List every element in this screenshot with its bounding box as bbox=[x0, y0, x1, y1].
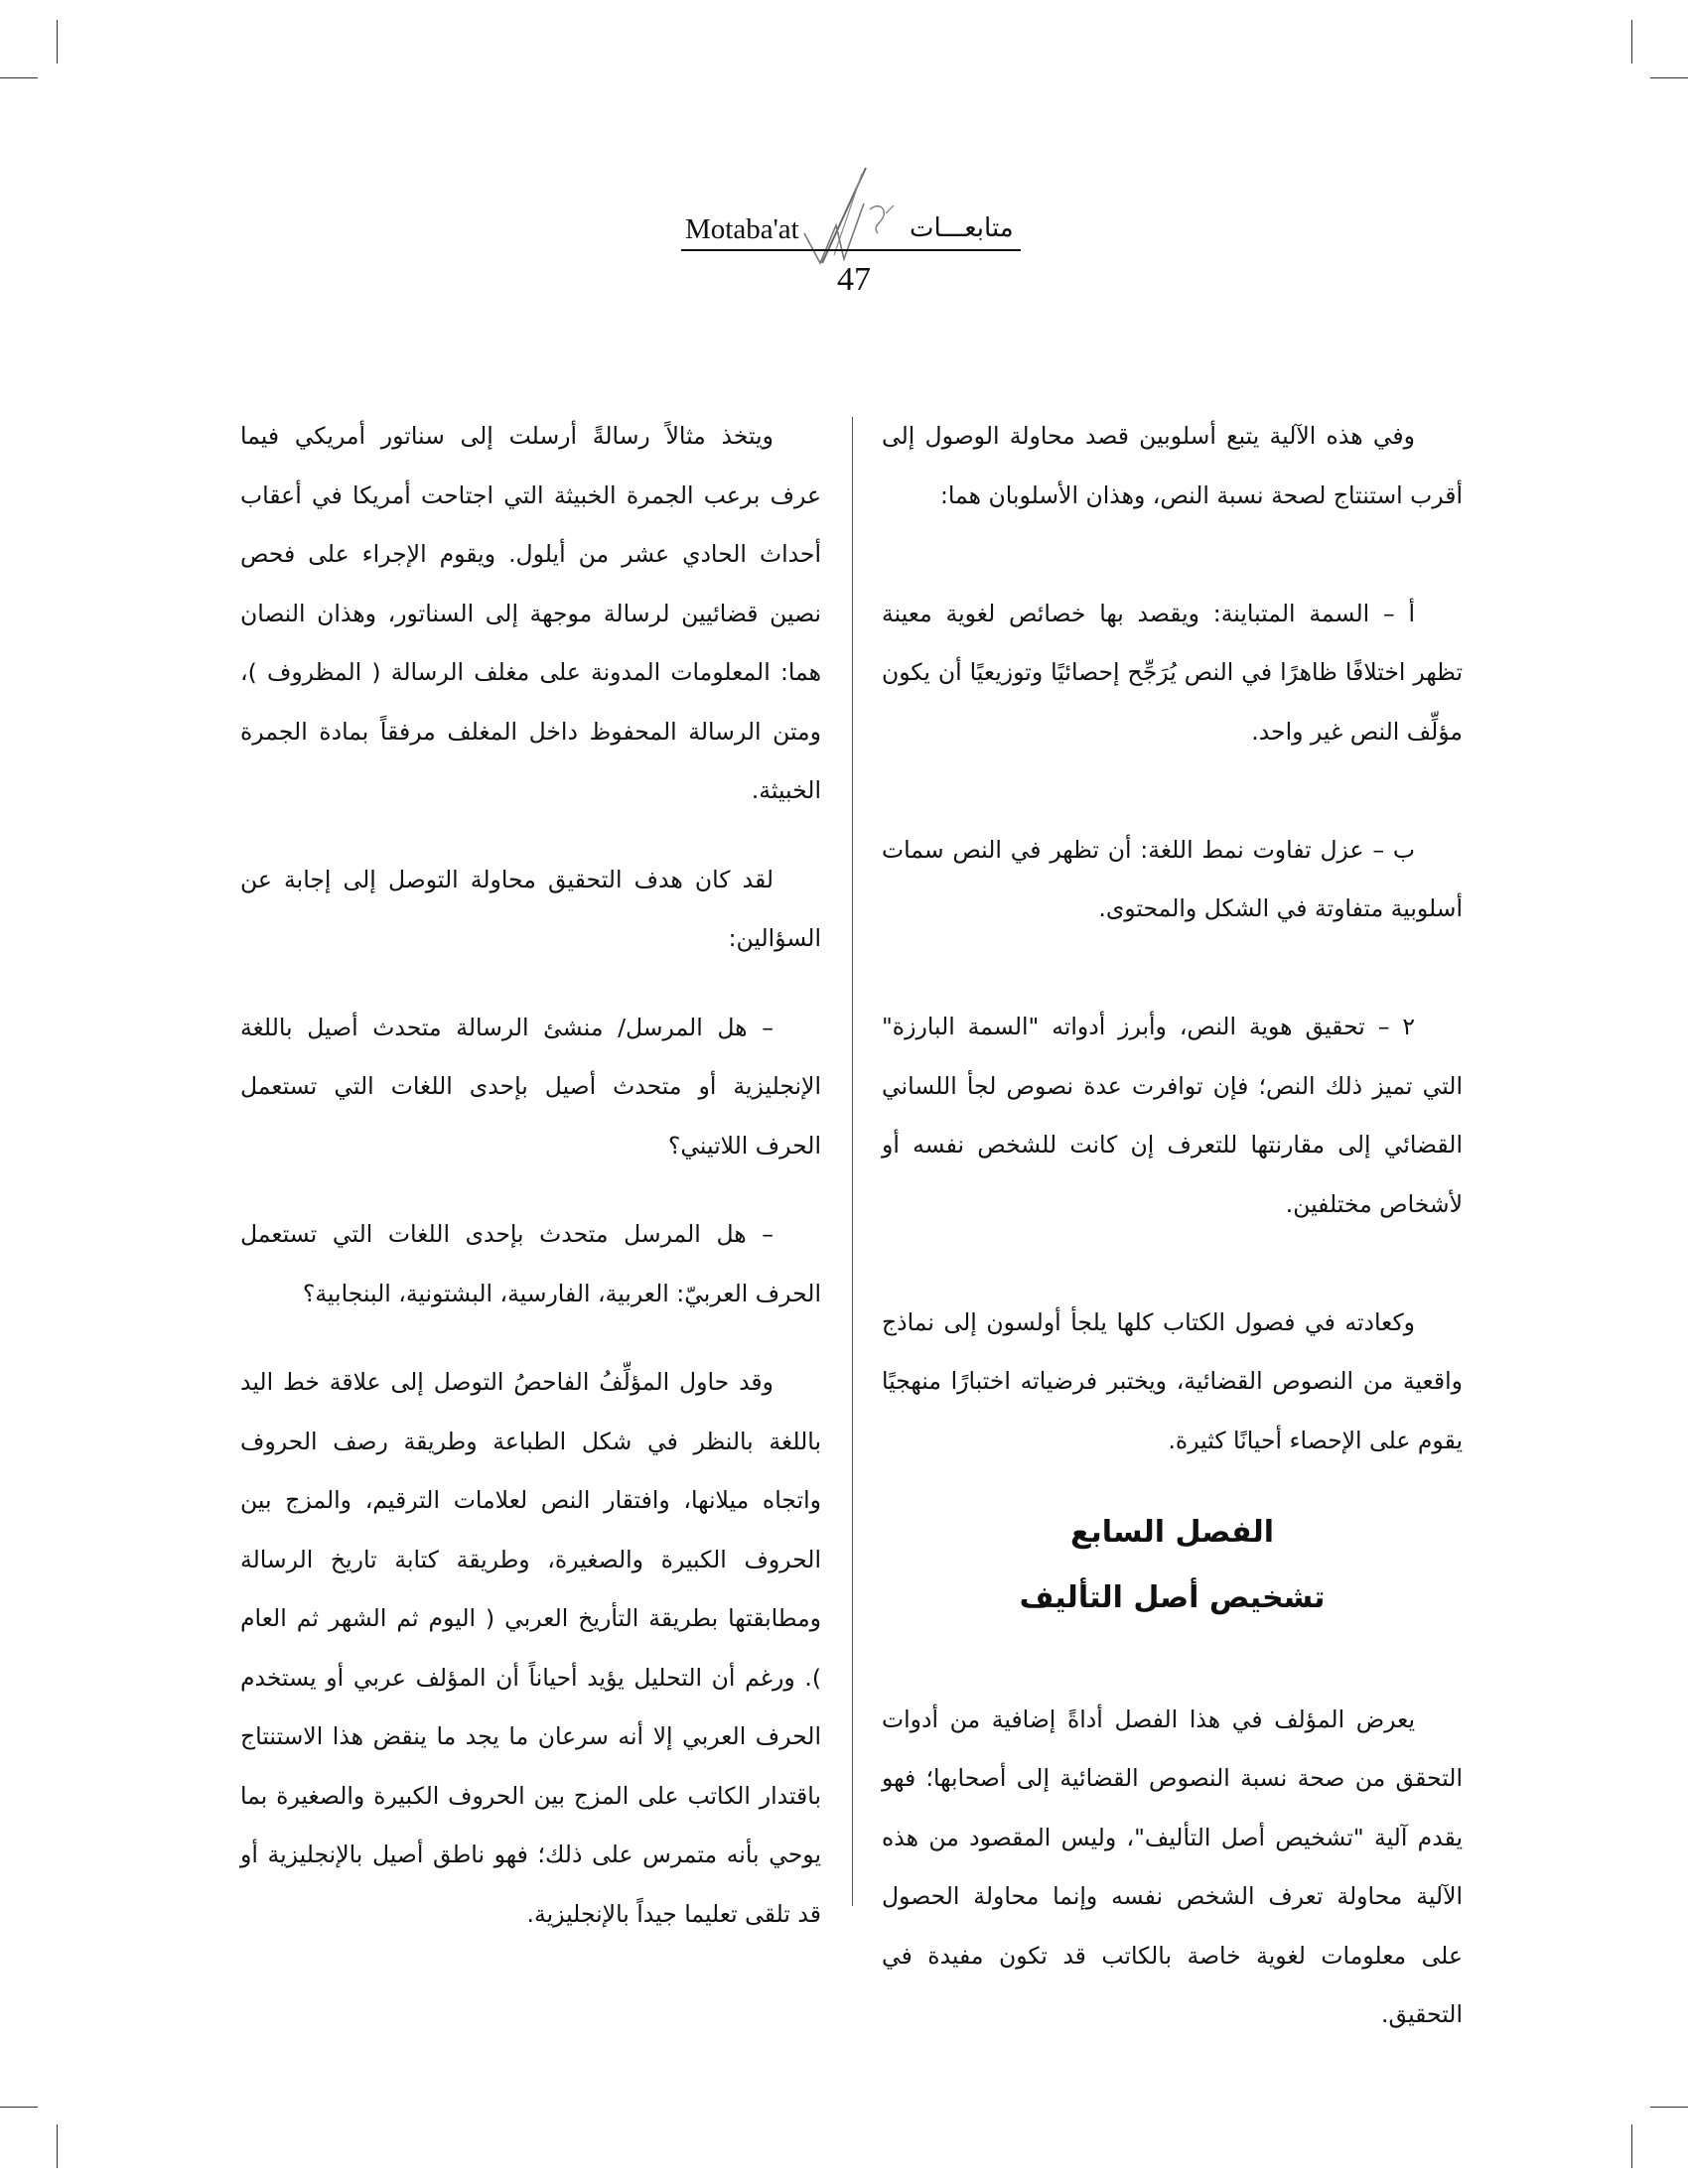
left-paragraph-5: وقد حاول المؤلِّفُ الفاحصُ التوصل إلى علاقة خط اليد باللغة بالنظر في شكل الطباعة وطريقة رصف الحروف واتجاه ميلانها، وافتقار النص لعلامات الترقيم، والمزج بين الحروف الكبيرة والصغيرة، وطريقة كتابة تاريخ الرسالة ومطابقتها بطريقة التأريخ العربي ( اليوم ثم الشهر ثم العام ). ورغم أن التحليل يؤيد أحياناً أن المؤلف عربي أو يستخدم الحرف العربي إلا أنه سرعان ما يجد ما ينقض هذا الاستنتاج باقتدار الكاتب على المزج بين الحروف الكبيرة والصغيرة بما يوحي بأنه متمرس على ذلك؛ فهو ناطق أصيل بالإنجليزية أو قد تلقى تعليما جيداً بالإنجليزية. bbox=[240, 1368, 821, 1928]
left-paragraph-1: ويتخذ مثالاً رسالةً أرسلت إلى سناتور أمريكي فيما عرف برعب الجمرة الخبيثة التي اجتاحت أمريكا في أعقاب أحداث الحادي عشر من أيلول. ويقوم الإجراء على فحص نصين قضائيين لرسالة موجهة إلى السناتور، وهذان النصان هما: المعلومات المدونة على مغلف الرسالة ( المظروف )، ومتن الرسالة المحفوظ داخل المغلف مرفقاً بمادة الجمرة الخبيثة. bbox=[240, 422, 821, 804]
crop-mark-top-left-vertical bbox=[57, 20, 58, 64]
column-divider bbox=[852, 417, 853, 1906]
right-paragraph-4: ٢ – تحقيق هوية النص، وأبرز أدواته "السمة البارزة" التي تميز ذلك النص؛ فإن توافرت عدة نصوص لجأ اللساني القضائي إلى مقارنتها للتعرف إن كانت للشخص نفسه أو لأشخاص مختلفين. bbox=[882, 1013, 1463, 1218]
chapter-subtitle: تشخيص أصل التأليف bbox=[1019, 1580, 1326, 1615]
crop-mark-bottom-left-vertical bbox=[57, 2124, 58, 2168]
crop-mark-bottom-right-horizontal bbox=[1650, 2107, 1688, 2108]
header-rule bbox=[681, 249, 1021, 251]
left-column bbox=[240, 407, 821, 1944]
page-header bbox=[675, 164, 1033, 303]
left-paragraph-3: – هل المرسل/ منشئ الرسالة متحدث أصيل باللغة الإنجليزية أو متحدث أصيل بإحدى اللغات التي تستعمل الحرف اللاتيني؟ bbox=[240, 1013, 821, 1160]
chapter-title: الفصل السابع bbox=[1069, 1515, 1275, 1550]
page-number: 47 bbox=[837, 261, 871, 298]
crop-mark-bottom-left-horizontal bbox=[0, 2107, 38, 2108]
left-paragraph-2: لقد كان هدف التحقيق محاولة التوصل إلى إجابة عن السؤالين: bbox=[240, 865, 821, 952]
right-paragraph-6: يعرض المؤلف في هذا الفصل أداةً إضافية من أدوات التحقق من صحة نسبة النصوص القضائية إلى أصحابها؛ فهو يقدم آلية "تشخيص أصل التأليف"، وليس المقصود من هذه الآلية محاولة تعرف الشخص نفسه وإنما محاولة الحصول على معلومات لغوية خاصة بالكاتب قد تكون مفيدة في التحقيق. bbox=[882, 1705, 1463, 2028]
magazine-name-latin: Motaba'at bbox=[685, 213, 799, 245]
crop-mark-top-left-horizontal bbox=[0, 77, 38, 78]
right-paragraph-3: ب – عزل تفاوت نمط اللغة: أن تظهر في النص سمات أسلوبية متفاوتة في الشكل والمحتوى. bbox=[882, 835, 1463, 922]
magazine-name-arabic: متابعـــات bbox=[910, 213, 1014, 243]
right-column bbox=[882, 407, 1463, 2045]
right-paragraph-1: وفي هذه الآلية يتبع أسلوبين قصد محاولة الوصول إلى أقرب استنتاج لصحة نسبة النص، وهذان الأسلوبان هما: bbox=[882, 422, 1463, 509]
crop-mark-top-right-horizontal bbox=[1650, 77, 1688, 78]
left-paragraph-4: – هل المرسل متحدث بإحدى اللغات التي تستعمل الحرف العربيّ: العربية، الفارسية، البشتونية، البنجابية؟ bbox=[240, 1220, 821, 1307]
right-paragraph-2: أ – السمة المتباينة: ويقصد بها خصائص لغوية معينة تظهر اختلافًا ظاهرًا في النص يُرَجِّح إحصائيًا وتوزيعيًا أن يكون مؤلِّف النص غير واحد. bbox=[882, 599, 1463, 746]
crop-mark-bottom-right-vertical bbox=[1631, 2124, 1632, 2168]
crop-mark-top-right-vertical bbox=[1631, 20, 1632, 64]
right-paragraph-5: وكعادته في فصول الكتاب كلها يلجأ أولسون إلى نماذج واقعية من النصوص القضائية، ويختبر فرضياته اختبارًا منهجيًا يقوم على الإحصاء أحيانًا كثيرة. bbox=[882, 1307, 1463, 1454]
